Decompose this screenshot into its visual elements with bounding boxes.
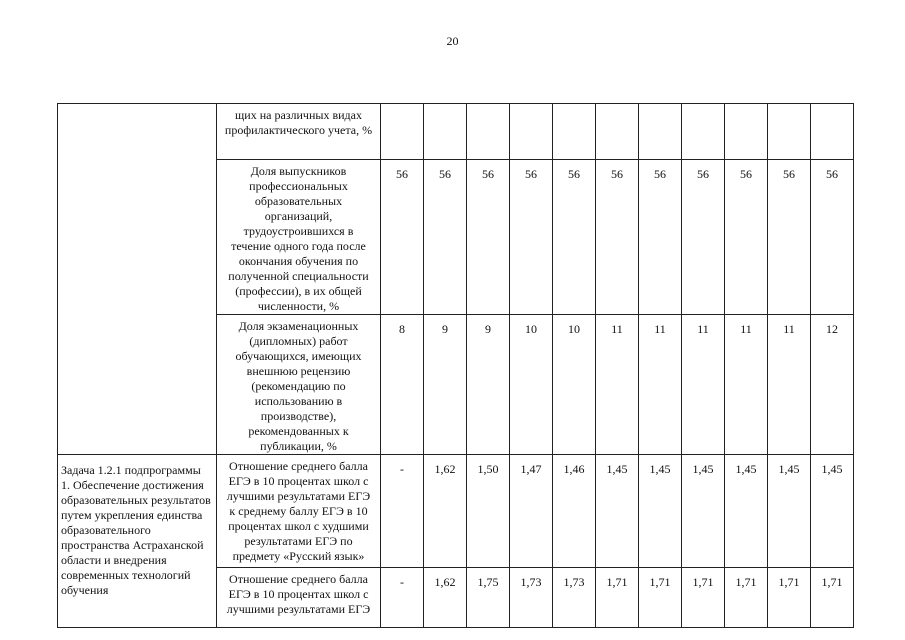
value-text: 1,46 [563, 462, 585, 476]
value-cell [639, 160, 682, 315]
indicator-text: щих на различных видах профилактического учета, % [224, 108, 373, 137]
value-text: 1,73 [563, 575, 585, 589]
indicator-cell [217, 160, 381, 315]
value-cell [768, 315, 811, 455]
value-text: 1,62 [434, 462, 456, 476]
value-cell [510, 160, 553, 315]
value-text: 56 [783, 167, 795, 181]
value-cell [725, 568, 768, 628]
value-text: 56 [654, 167, 666, 181]
value-cell [682, 160, 725, 315]
value-text [467, 104, 509, 111]
value-text [553, 104, 595, 111]
value-text [811, 104, 853, 111]
value-cell [510, 455, 553, 568]
value-cell [467, 568, 510, 628]
value-cell [381, 455, 424, 568]
value-text: 1,62 [434, 575, 456, 589]
value-cell [725, 455, 768, 568]
value-text [682, 104, 724, 111]
value-text: 11 [654, 322, 666, 336]
value-cell [639, 315, 682, 455]
value-cell [467, 315, 510, 455]
value-cell [553, 455, 596, 568]
value-cell [553, 315, 596, 455]
page-number: 20 [446, 34, 459, 48]
value-text: 1,71 [649, 575, 671, 589]
value-cell [725, 104, 768, 160]
value-cell [811, 568, 854, 628]
value-text [639, 104, 681, 111]
table-row [58, 104, 854, 160]
value-cell [811, 315, 854, 455]
value-cell [510, 568, 553, 628]
value-cell [553, 160, 596, 315]
value-text: 56 [611, 167, 623, 181]
value-cell [381, 104, 424, 160]
value-text: 1,73 [520, 575, 542, 589]
indicator-text: Отношение среднего балла ЕГЭ в 10 процентах школ с лучшими результатами ЕГЭ к среднему баллу ЕГЭ в 10 процентах школ с худшими результатами ЕГЭ по предмету «Русский язык» [226, 459, 371, 563]
value-text: 56 [568, 167, 580, 181]
value-text: - [400, 575, 404, 589]
value-cell [381, 160, 424, 315]
value-cell [424, 568, 467, 628]
value-text: 11 [697, 322, 709, 336]
task-cell [58, 455, 217, 628]
value-text: 1,71 [778, 575, 800, 589]
task-cell-empty [58, 104, 217, 455]
indicator-cell [217, 315, 381, 455]
indicator-text: Доля экзаменационных (дипломных) работ обучающихся, имеющих внешнюю рецензию (рекомендацию по использованию в производстве), рекомендованных к публикации, % [235, 319, 362, 453]
value-cell [682, 315, 725, 455]
indicator-text: Отношение среднего балла ЕГЭ в 10 процентах школ с лучшими результатами ЕГЭ [226, 572, 371, 616]
value-cell [768, 455, 811, 568]
value-cell [811, 455, 854, 568]
value-text: 1,75 [477, 575, 499, 589]
value-cell [510, 315, 553, 455]
value-cell [424, 455, 467, 568]
value-text: 1,45 [821, 462, 843, 476]
value-cell [381, 568, 424, 628]
value-cell [682, 568, 725, 628]
value-cell [596, 455, 639, 568]
value-text [381, 104, 423, 111]
value-cell [811, 104, 854, 160]
value-text: 11 [783, 322, 795, 336]
value-cell [768, 160, 811, 315]
value-text: 8 [399, 322, 405, 336]
table-row [58, 455, 854, 568]
value-cell [725, 160, 768, 315]
value-text: 56 [396, 167, 408, 181]
value-text [596, 104, 638, 111]
value-text: 9 [485, 322, 491, 336]
value-cell [424, 104, 467, 160]
value-cell [725, 315, 768, 455]
value-text: 56 [482, 167, 494, 181]
value-cell [811, 160, 854, 315]
value-text: 1,71 [606, 575, 628, 589]
value-text: 10 [525, 322, 537, 336]
value-text: 56 [826, 167, 838, 181]
value-cell [596, 104, 639, 160]
value-cell [553, 104, 596, 160]
value-text: 1,45 [778, 462, 800, 476]
value-text: 9 [442, 322, 448, 336]
value-cell [768, 568, 811, 628]
value-text: 1,45 [735, 462, 757, 476]
value-text: 10 [568, 322, 580, 336]
value-text: 56 [697, 167, 709, 181]
value-cell [639, 104, 682, 160]
value-cell [596, 315, 639, 455]
table-body [58, 104, 854, 628]
indicator-cell [217, 568, 381, 628]
value-cell [596, 160, 639, 315]
indicators-table [57, 103, 854, 628]
value-text [725, 104, 767, 111]
value-text: 12 [826, 322, 838, 336]
value-cell [467, 160, 510, 315]
value-cell [424, 160, 467, 315]
indicator-cell [217, 455, 381, 568]
value-cell [682, 455, 725, 568]
value-text: 1,45 [606, 462, 628, 476]
indicator-cell [217, 104, 381, 160]
value-text: 1,45 [649, 462, 671, 476]
value-text: 1,71 [821, 575, 843, 589]
value-text [510, 104, 552, 111]
value-cell [682, 104, 725, 160]
value-cell [553, 568, 596, 628]
value-text: 1,71 [735, 575, 757, 589]
value-text: 1,71 [692, 575, 714, 589]
value-cell [424, 315, 467, 455]
value-text [768, 104, 810, 111]
value-cell [596, 568, 639, 628]
value-cell [639, 568, 682, 628]
value-text: 11 [611, 322, 623, 336]
value-cell [639, 455, 682, 568]
value-text: 11 [740, 322, 752, 336]
value-text [424, 104, 466, 111]
value-text: 1,45 [692, 462, 714, 476]
value-cell [768, 104, 811, 160]
value-text: 1,50 [477, 462, 499, 476]
value-text: 56 [525, 167, 537, 181]
value-text: - [400, 462, 404, 476]
value-text: 56 [740, 167, 752, 181]
value-text: 1,47 [520, 462, 542, 476]
value-cell [467, 455, 510, 568]
value-cell [510, 104, 553, 160]
task-text: Задача 1.2.1 подпрограммы 1. Обеспечение достижения образовательных результатов путем укрепления единства образовательного пространства Астраханской области и внедрения современных технологий обучения [61, 463, 211, 597]
value-cell [467, 104, 510, 160]
value-cell [381, 315, 424, 455]
indicator-text: Доля выпускников профессиональных образовательных организаций, трудоустроившихся в течение одного года после окончания обучения по полученной специальности (профессии), в их общей численности, % [228, 164, 369, 313]
value-text: 56 [439, 167, 451, 181]
